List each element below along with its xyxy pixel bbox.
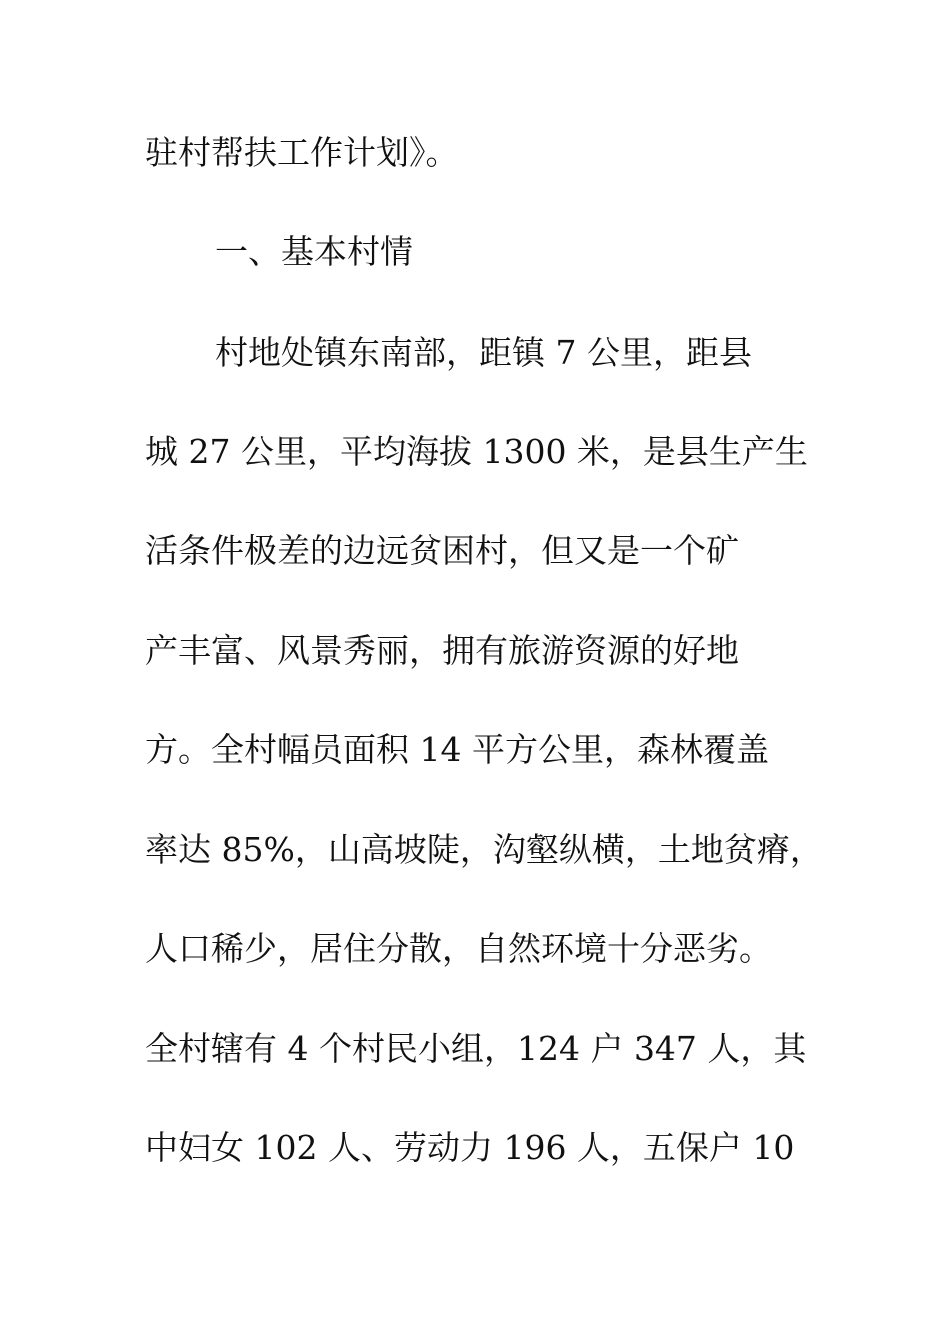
text-line-4: 城 27 公里，平均海拔 1300 米，是县生产生	[145, 432, 808, 471]
text-line-11: 中妇女 102 人、劳动力 196 人，五保户 10	[145, 1128, 795, 1167]
text-line-1: 驻村帮扶工作计划》。	[145, 133, 459, 172]
section-heading: 一、基本村情	[215, 232, 413, 271]
text-line-6: 产丰富、风景秀丽，拥有旅游资源的好地	[145, 631, 739, 670]
text-line-7: 方。全村幅员面积 14 平方公里，森林覆盖	[145, 730, 769, 769]
text-line-10: 全村辖有 4 个村民小组，124 户 347 人，其	[145, 1029, 807, 1068]
text-line-9: 人口稀少，居住分散，自然环境十分恶劣。	[145, 929, 772, 968]
text-line-5: 活条件极差的边远贫困村，但又是一个矿	[145, 531, 739, 570]
text-line-8: 率达 85%，山高坡陡，沟壑纵横，土地贫瘠，	[145, 830, 823, 869]
text-line-3: 村地处镇东南部，距镇 7 公里，距县	[215, 333, 752, 372]
